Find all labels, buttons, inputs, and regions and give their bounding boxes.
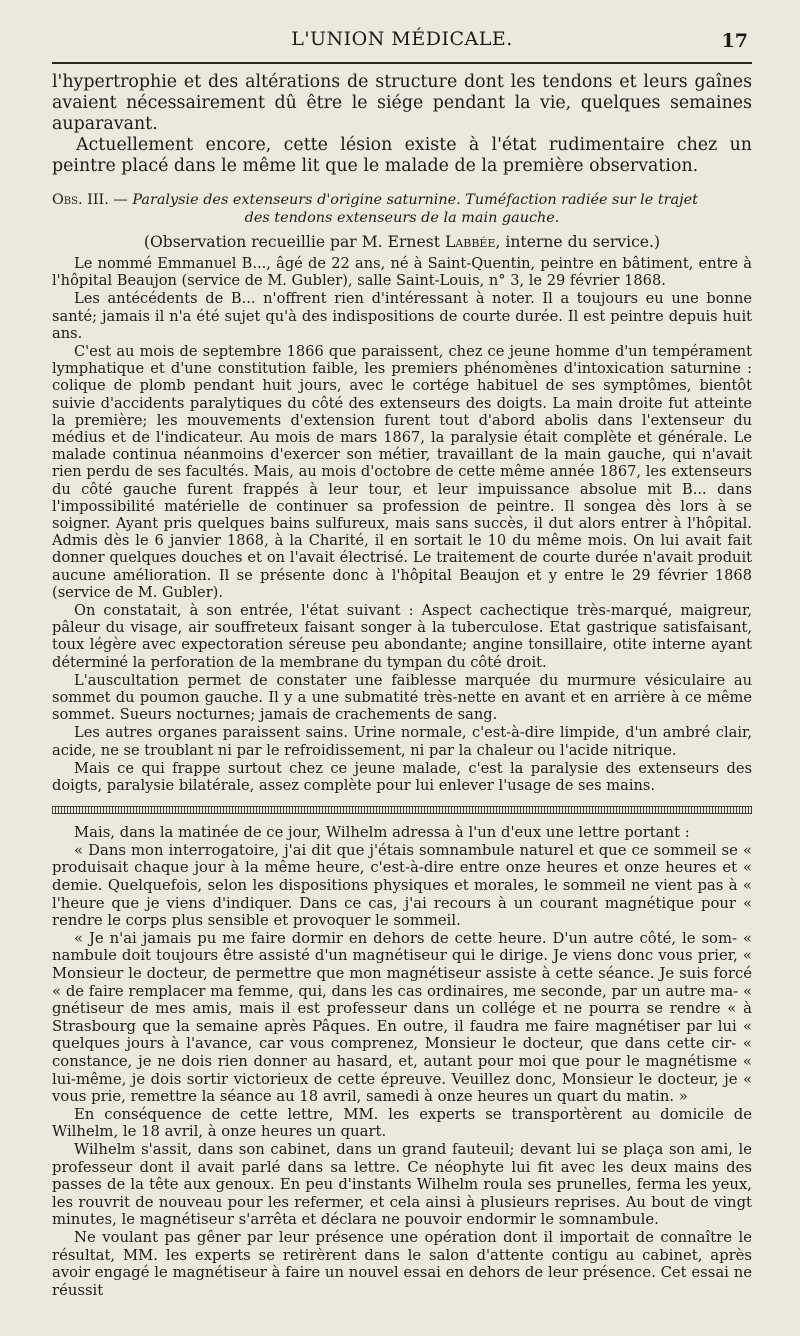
observation-credit [52, 231, 752, 253]
credit-prefix: (Observation recueillie par M. Ernest [143, 233, 440, 251]
observation-dash: — [113, 192, 128, 208]
continued-text [52, 72, 752, 177]
quoted-letter-paragraph: « Je n'ai jamais pu me faire dormir en dehors de cette heure. D'un autre côté, le som- « nambule doit toujours être assisté d'un magnétiseur qui le dirige. Je viens donc vous prier, « Monsieur le docteur, de permettre que mon magnétiseur assiste à cette séance. Je suis forcé « de faire remplacer ma femme, qui, dans les cas ordinaires, me seconde, par un autre ma- « gnétiseur de mes amis, mais il est professeur dans un collége et ne pourra se rendre « à Strasbourg que la semaine après Pâques. En outre, il faudra me faire magnétiser par lui « quelques jours à l'avance, car vous comprenez, Monsieur le docteur, que dans cette cir- « constance, je ne dois rien donner au hasard, et, autant pour moi que pour le magnétisme « lui-même, je dois sortir victorieux de cette épreuve. Veuillez donc, Monsieur le docteur, je « vous prie, remettre la séance au 18 avril, samedi à onze heures un quart du matin. » [52, 929, 752, 1106]
observation-heading [52, 191, 752, 209]
paragraph: l'hypertrophie et des altérations de structure dont les tendons et leurs gaînes avaient nécessairement dû être le siége pendant la vie, quelques semaines auparavant. [52, 72, 752, 134]
credit-name: Labbée [444, 233, 496, 251]
paragraph: L'auscultation permet de constater une faiblesse marquée du murmure vésiculaire au sommet du poumon gauche. Il y a une submatité très-nette en avant et en arrière à ce même sommet. Sueurs nocturnes; jamais de crachements de sang. [52, 671, 752, 724]
paragraph: Mais, dans la matinée de ce jour, Wilhelm adressa à l'un d'eux une lettre portant : [74, 824, 690, 842]
paragraph: Wilhelm s'assit, dans son cabinet, dans un grand fauteuil; devant lui se plaça son ami, le professeur dont il avait parlé dans sa lettre. Ce néophyte lui fit avec les deux mains des passes de la tête aux genoux. En peu d'instants Wilhelm roula ses prunelles, ferma les yeux, les rouvrit de nouveau pour les refermer, et cela ainsi à plusieurs reprises. Au bout de vingt minutes, le magnétiseur s'arrêta et déclara ne pouvoir endormir le somnambule. [52, 1140, 752, 1229]
journal-title: L'UNION MÉDICALE. [291, 28, 513, 50]
credit-suffix: , interne du service.) [495, 233, 661, 251]
paragraph: Actuellement encore, cette lésion existe à l'état rudimentaire chez un peintre placé dans le même lit que le malade de la première observation. [52, 135, 752, 176]
paragraph: Ne voulant pas gêner par leur présence une opération dont il importait de connaître le résultat, MM. les experts se retirèrent dans le salon d'attente contigu au cabinet, après avoir engagé le magnétiseur à faire un nouvel essai en dehors de leur présence. Cet essai ne réussit [52, 1228, 752, 1299]
quoted-letter-paragraph: « Dans mon interrogatoire, j'ai dit que j'étais somnambule naturel et que ce sommeil se « produisait chaque jour à la même heure, c'est-à-dire entre onze heures et onze heures et « demie. Quelquefois, selon les dispositions physiques et morales, le sommeil ne vient pas à « l'heure que je viens d'indiquer. Dans ce cas, j'ai recours à un courant magnétique pour « rendre le corps plus sensible et provoquer le sommeil. [52, 841, 752, 930]
paragraph: Le nommé Emmanuel B..., âgé de 22 ans, né à Saint-Quentin, peintre en bâtiment, entre à l'hôpital Beaujon (service de M. Gubler), salle Saint-Louis, n° 3, le 29 février 1868. [52, 255, 752, 290]
paragraph: Les autres organes paraissent sains. Urine normale, c'est-à-dire limpide, d'un ambré clair, acide, ne se troublant ni par le refroidissement, ni par la chaleur ou l'acide nitrique. [52, 724, 752, 759]
feuilleton-body [52, 824, 752, 1299]
paragraph: Les antécédents de B... n'offrent rien d'intéressant à noter. Il a toujours eu une bonne santé; jamais il n'a été sujet qu'à des indispositions de courte durée. Il est peintre depuis huit ans. [52, 290, 752, 342]
observation-label: Obs. III. [52, 192, 109, 208]
running-header [52, 28, 752, 58]
feuilleton-separator [52, 806, 752, 814]
observation-title-line2: des tendons extenseurs de la main gauche. [244, 210, 560, 226]
paragraph: En conséquence de cette lettre, MM. les experts se transportèrent au domicile de Wilhelm, le 18 avril, à onze heures un quart. [52, 1105, 752, 1141]
page-number: 17 [721, 30, 748, 52]
paragraph: C'est au mois de septembre 1866 que paraissent, chez ce jeune homme d'un tempérament lymphatique et d'une constitution faible, les premiers phénomènes d'intoxication saturnine : colique de plomb pendant huit jours, avec le cortége habituel de ses symptômes, bientôt suivie d'accidents paralytiques du côté des extenseurs des doigts. La main droite fut atteinte la première; les mouvements d'extension furent tout d'abord abolis dans l'extenseur du médius et de l'indicateur. Au mois de mars 1867, la paralysie était complète et générale. Le malade continua néanmoins d'exercer son métier, travaillant de la main gauche, qui n'avait rien perdu de ses facultés. Mais, au mois d'octobre de cette même année 1867, les extenseurs du côté gauche furent frappés à leur tour, et leur impuissance absolue mit B... dans l'impossibilité matérielle de continuer sa profession de peintre. Il songea dès lors à se soigner. Ayant pris quelques bains sulfureux, mais sans succès, il dut alors entrer à l'hôpital. Admis dès le 6 janvier 1868, à la Charité, il en sortait le 10 du même mois. On lui avait fait donner quelques douches et on l'avait électrisé. Le traitement de courte durée n'avait produit aucune amélioration. Il se présente donc à l'hôpital Beaujon et y entre le 29 février 1868 (service de M. Gubler). [52, 343, 752, 601]
paragraph: Mais ce qui frappe surtout chez ce jeune malade, c'est la paralysie des extenseurs des doigts, paralysie bilatérale, assez complète pour lui enlever l'usage de ses mains. [52, 759, 752, 795]
observation-title-line1: Paralysie des extenseurs d'origine saturnine. Tuméfaction radiée sur le trajet [132, 192, 698, 208]
observation-body [52, 255, 752, 794]
header-rule [52, 62, 752, 64]
paragraph: On constatait, à son entrée, l'état suivant : Aspect cachectique très-marqué, maigreur, pâleur du visage, air souffreteux faisant songer à la tuberculose. Etat gastrique satisfaisant, toux légère avec expectoration séreuse peu abondante; angine tonsillaire, otite interne ayant déterminé la perforation de la membrane du tympan du côté droit. [52, 602, 752, 671]
